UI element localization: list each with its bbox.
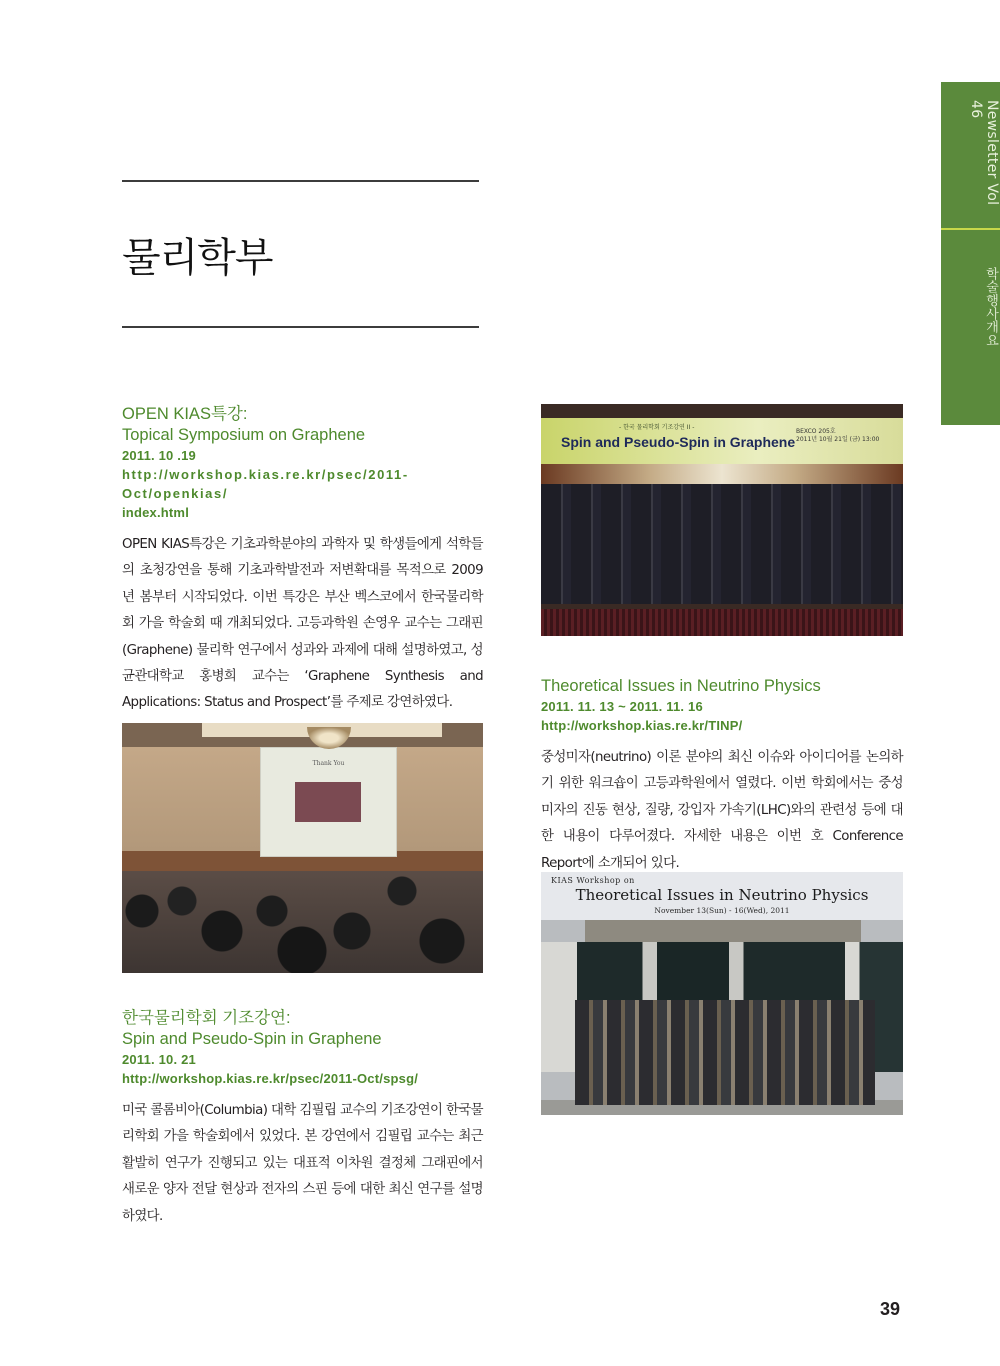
projector-screen bbox=[260, 747, 397, 857]
article-date: 2011. 10 .19 bbox=[122, 448, 196, 463]
banner-title: Spin and Pseudo-Spin in Graphene bbox=[561, 434, 796, 450]
banner-venue: BEXCO 205호 bbox=[796, 428, 836, 435]
workshop-banner bbox=[541, 872, 903, 920]
article-title-line2: Spin and Pseudo-Spin in Graphene bbox=[122, 1030, 382, 1048]
page-number: 39 bbox=[880, 1299, 901, 1319]
banner-subtitle: - 한국 물리학회 기조강연 II - bbox=[619, 424, 695, 431]
side-tab-divider bbox=[941, 228, 1000, 230]
newsletter-volume-label: Newsletter Vol 46 bbox=[968, 100, 1000, 206]
banner-line2: Theoretical Issues in Neutrino Physics bbox=[575, 886, 869, 904]
article-title: Theoretical Issues in Neutrino Physics bbox=[541, 677, 821, 695]
article-title-line1: 한국물리학회 기조강연: bbox=[122, 1009, 291, 1027]
article-body: 미국 콜롬비아(Columbia) 대학 김필립 교수의 기조강연이 한국물리학회 가을 학술회에서 있었다. 본 강연에서 김필립 교수는 최근 활발히 연구가 진행되고 있는 대표적 이차원 결정체 그래핀에서 새로운 양자 전달 현상과 전자의 스핀 등에 대한 최신 연구를 설명하였다. bbox=[122, 1103, 483, 1224]
group-of-people bbox=[541, 484, 903, 604]
article-url[interactable]: http://workshop.kias.re.kr/psec/2011-Oct/spsg/ bbox=[122, 1071, 419, 1086]
banner-info bbox=[796, 428, 879, 444]
group-of-people bbox=[575, 1000, 875, 1105]
banner-line1: KIAS Workshop on bbox=[551, 876, 635, 885]
title-rule-top bbox=[122, 180, 479, 182]
stage bbox=[541, 609, 903, 636]
article-url[interactable]: http://workshop.kias.re.kr/TINP/ bbox=[541, 718, 743, 733]
article-url-line2[interactable]: index.html bbox=[122, 505, 190, 520]
title-rule-bottom bbox=[122, 326, 479, 328]
article-neutrino bbox=[541, 676, 903, 877]
article-date: 2011. 10. 21 bbox=[122, 1052, 196, 1067]
article-body: 중성미자(neutrino) 이론 분야의 최신 이슈와 아이디어를 논의하기 위한 워크숍이 고등과학원에서 열렸다. 이번 학회에서는 중성미자의 진동 현상, 질량, 강입자 가속기(LHC)와의 관련성 등에 대한 내용이 다루어졌다. 자세한 내용은 이번 호 Conference Report에 소개되어 있다. bbox=[541, 750, 903, 871]
article-title-line2: Topical Symposium on Graphene bbox=[122, 426, 366, 444]
banner-line3: November 13(Sun) - 16(Wed), 2011 bbox=[654, 906, 790, 915]
article-title-line1: OPEN KIAS특강: bbox=[122, 405, 248, 423]
article-url-line1[interactable]: http://workshop.kias.re.kr/psec/2011-Oct/openkias/ bbox=[122, 467, 409, 501]
category-label: 학술행사개요 bbox=[983, 267, 998, 347]
lecture-hall-photo bbox=[122, 723, 483, 973]
audience bbox=[122, 871, 483, 973]
page-title: 물리학부 bbox=[122, 235, 273, 281]
article-spin-graphene bbox=[122, 1008, 483, 1230]
article-open-kias bbox=[122, 404, 483, 717]
event-banner bbox=[541, 418, 903, 464]
neutrino-workshop-group-photo bbox=[541, 872, 903, 1115]
banner-datetime: 2011년 10월 21일 (금) 13:00 bbox=[796, 436, 880, 443]
section-side-tab bbox=[941, 82, 1000, 425]
article-date: 2011. 11. 13 ~ 2011. 11. 16 bbox=[541, 699, 703, 714]
screen-text: Thank You bbox=[312, 760, 345, 767]
spin-graphene-group-photo bbox=[541, 404, 903, 636]
article-body: OPEN KIAS특강은 기초과학분야의 과학자 및 학생들에게 석학들의 초청강연을 통해 기초과학발전과 저변확대를 목적으로 2009년 봄부터 시작되었다. 이번 특강은 부산 벡스코에서 한국물리학회 가을 학술회 때 개최되었다. 고등과학원 손영우 교수는 그래핀(Graphene) 물리학 연구에서 성과와 과제에 대해 설명하였고, 성균관대학교 홍병희 교수는 ‘Graphene Synthesis and Applications: Status and Prospect’를 주제로 강연하였다. bbox=[122, 537, 483, 711]
